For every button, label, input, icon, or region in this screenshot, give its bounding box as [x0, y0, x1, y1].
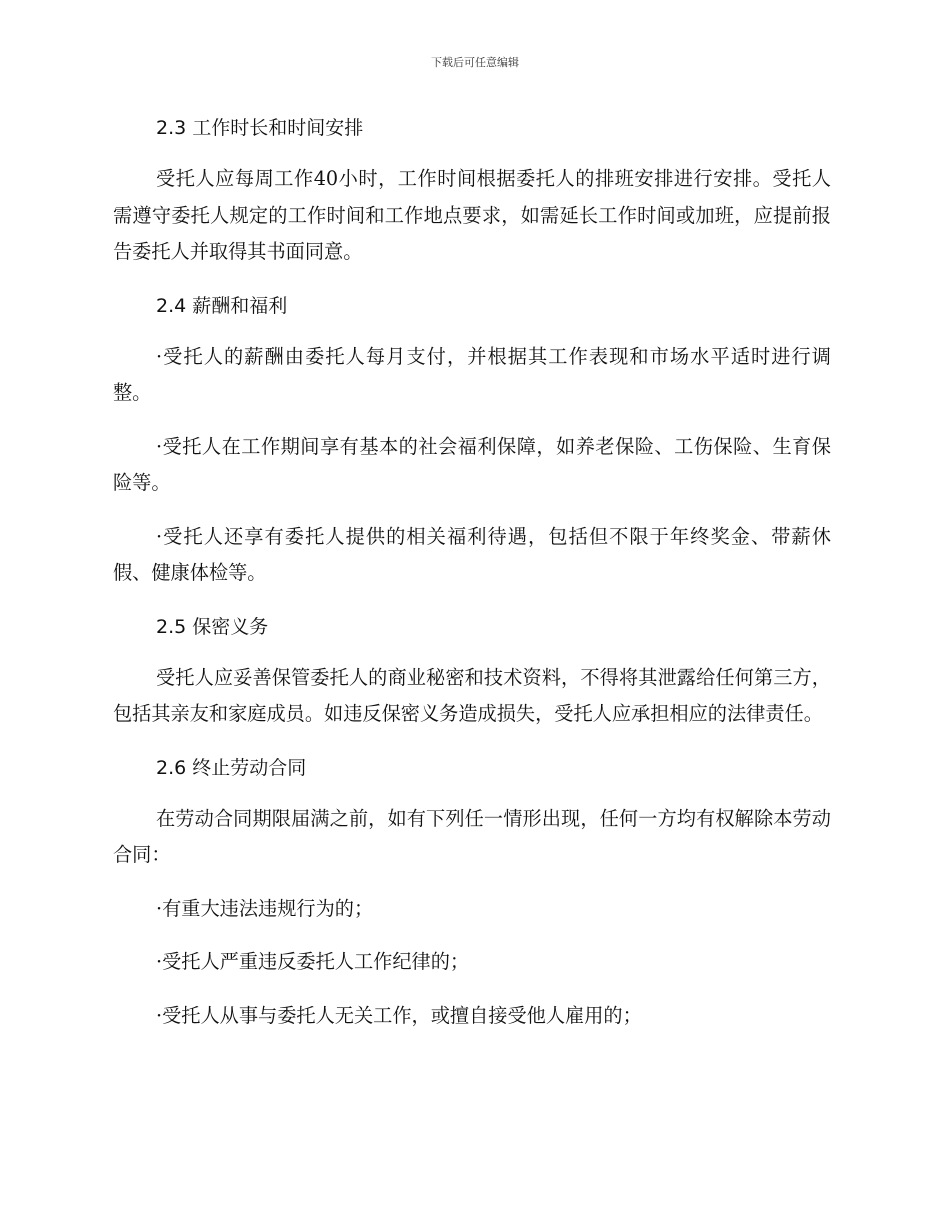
section-heading: 2.6 终止劳动合同 [156, 756, 307, 779]
bullet-paragraph: ·受托人在工作期间享有基本的社会福利保障，如养老保险、工伤保险、生育保险等。 [113, 434, 831, 494]
paragraph: 受托人应每周工作40小时，工作时间根据委托人的排班安排进行安排。受托人需遵守委托人规定的工作时间和工作地点要求，如需延长工作时间或加班，应提前报告委托人并取得其书面同意。 [113, 167, 831, 263]
page-header-note: 下载后可任意编辑 [431, 56, 519, 69]
bullet-paragraph: ·受托人的薪酬由委托人每月支付，并根据其工作表现和市场水平适时进行调整。 [113, 344, 831, 404]
bullet-paragraph: ·有重大违法违规行为的； [156, 896, 374, 920]
section-heading: 2.5 保密义务 [156, 615, 269, 638]
bullet-paragraph: ·受托人从事与委托人无关工作，或擅自接受他人雇用的； [156, 1003, 642, 1027]
section-heading: 2.3 工作时长和时间安排 [156, 117, 364, 139]
bullet-paragraph: ·受托人还享有委托人提供的相关福利待遇，包括但不限于年终奖金、带薪休假、健康体检等。 [113, 524, 831, 584]
section-heading: 2.4 薪酬和福利 [156, 294, 288, 317]
bullet-paragraph: ·受托人严重违反委托人工作纪律的； [156, 950, 470, 973]
paragraph: 受托人应妥善保管委托人的商业秘密和技术资料，不得将其泄露给任何第三方，包括其亲友和家庭成员。如违反保密义务造成损失，受托人应承担相应的法律责任。 [113, 665, 831, 725]
document-body [113, 110, 831, 1034]
paragraph: 在劳动合同期限届满之前，如有下列任一情形出现，任何一方均有权解除本劳动合同： [113, 806, 831, 866]
